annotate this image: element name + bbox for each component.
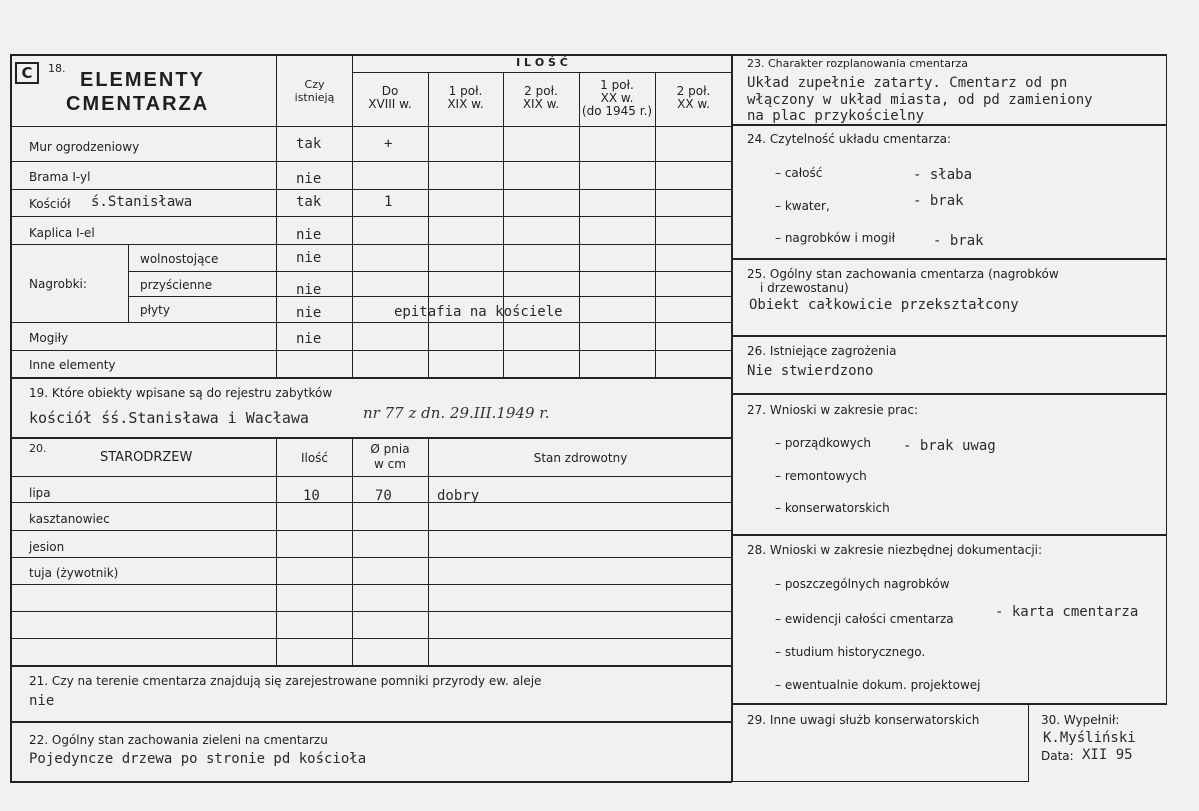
row-label-wall: Mur ogrodzeniowy: [29, 140, 140, 154]
col-line-p2: [503, 72, 504, 377]
row-note-wall: +: [384, 136, 393, 152]
s24-value-graves: - brak: [933, 233, 984, 249]
s28-value-records: - karta cmentarza: [995, 604, 1139, 620]
row-note-slabs: epitafia na kościele: [394, 304, 563, 320]
left-border: [10, 54, 12, 782]
right-bottom-border: [732, 781, 1028, 782]
row-label-freestanding: wolnostojące: [140, 252, 219, 266]
row-extra-church: ś.Stanisława: [91, 194, 193, 210]
right-line: [732, 703, 1167, 705]
tree-header-diam-1: Ø pnia: [370, 442, 410, 456]
row-line: [128, 271, 732, 272]
row-exists-church: tak: [296, 194, 322, 210]
section-19-value: kościół śś.Stanisława i Wacława: [29, 409, 309, 427]
period-4-line1: 1 poł.: [600, 78, 634, 92]
row-line: [10, 161, 732, 162]
period-1-line1: Do: [381, 84, 399, 98]
section-30-date: XII 95: [1082, 747, 1133, 763]
tree-row-name: kasztanowiec: [29, 512, 110, 526]
s24-item-quarters: – kwater,: [775, 199, 830, 213]
row-note-church: 1: [384, 194, 393, 210]
row-line: [10, 244, 732, 245]
row-line: [10, 350, 732, 351]
section-30-date-label: Data:: [1041, 749, 1074, 763]
tree-header-diam-2: w cm: [374, 457, 406, 471]
right-line: [732, 258, 1167, 260]
period-4-line2: XX w.: [600, 91, 634, 105]
s27-item-repair: – remontowych: [775, 469, 867, 483]
section-18-title-2: CMENTARZA: [66, 93, 210, 115]
section-24-label: 24. Czytelność układu cmentarza:: [747, 132, 952, 146]
row-label-chapel: Kaplica I-el: [29, 226, 95, 240]
section-29-label: 29. Inne uwagi służb konserwatorskich: [747, 713, 980, 727]
period-4-line3: (do 1945 r.): [581, 104, 653, 118]
tree-row-health: dobry: [437, 488, 480, 504]
right-line: [732, 124, 1167, 126]
section-18-number: 18.: [48, 62, 66, 75]
tree-row-line: [10, 584, 732, 585]
section-30-name: K.Myśliński: [1043, 730, 1136, 746]
row-label-gate: Brama I-yl: [29, 170, 91, 184]
tree-row-name: tuja (żywotnik): [29, 566, 119, 580]
row-line: [10, 322, 732, 323]
section-23-line-1: Układ zupełnie zatarty. Cmentarz od pn: [747, 75, 1068, 91]
right-line: [732, 335, 1167, 337]
col-line-p1: [428, 72, 429, 377]
section-20-number: 20.: [29, 442, 47, 455]
period-2-line2: XIX w.: [447, 97, 484, 111]
s30-divider: [1028, 704, 1029, 782]
ilosc-header: I L O Ś Ć: [516, 56, 568, 69]
tree-row-line: [10, 502, 732, 503]
left-bottom-border: [10, 781, 732, 783]
tree-col-line: [428, 438, 429, 665]
section-19-label: 19. Które obiekty wpisane są do rejestru zabytków: [29, 386, 333, 400]
row-label-church: Kościół: [29, 197, 71, 211]
section-23-line-2: włączony w układ miasta, od pd zamieniony: [747, 92, 1093, 108]
section-25-value: Obiekt całkowicie przekształcony: [749, 297, 1019, 313]
tree-col-line: [276, 438, 277, 665]
section-26-label: 26. Istniejące zagrożenia: [747, 344, 897, 358]
section-19-bottom: [10, 437, 732, 439]
section-19-handwritten: nr 77 z dn. 29.III.1949 r.: [363, 404, 550, 422]
s24-item-whole: – całość: [775, 166, 823, 180]
row-exists-chapel: nie: [296, 227, 322, 243]
tree-row-line: [10, 638, 732, 639]
period-2-line1: 1 poł.: [448, 84, 483, 98]
section-25-label-2: i drzewostanu): [760, 281, 849, 295]
col-line-p4: [655, 72, 656, 377]
right-line: [732, 534, 1167, 536]
row-label-wall-mounted: przyścienne: [140, 278, 213, 292]
section-30-label: 30. Wypełnił:: [1041, 713, 1120, 727]
row-line: [10, 216, 732, 217]
period-5-line1: 2 poł.: [676, 84, 711, 98]
row-exists-freestanding: nie: [296, 250, 322, 266]
tree-row-line: [10, 611, 732, 612]
s24-value-whole: - słaba: [913, 167, 973, 183]
row-label-slabs: płyty: [140, 303, 170, 317]
section-21-bottom: [10, 721, 732, 723]
section-23-line-3: na plac przykościelny: [747, 108, 925, 124]
tree-row-name: jesion: [29, 540, 65, 554]
header-bottom-line: [10, 126, 732, 127]
tree-header-name: STARODRZEW: [100, 450, 193, 465]
section-18-title-1: ELEMENTY: [80, 69, 205, 91]
s24-value-quarters: - brak: [913, 193, 964, 209]
row-line: [128, 296, 732, 297]
tree-row-line: [10, 530, 732, 531]
s27-item-cleanup: – porządkowych: [775, 436, 871, 450]
s27-value-cleanup: - brak uwag: [903, 438, 996, 454]
row-exists-gate: nie: [296, 171, 322, 187]
tree-col-line: [352, 438, 353, 665]
tree-header-health: Stan zdrowotny: [533, 451, 628, 465]
period-5-line2: XX w.: [677, 97, 710, 111]
row-label-graves: Mogiły: [29, 331, 69, 345]
row-label-other: Inne elementy: [29, 358, 116, 372]
tree-row-line: [10, 557, 732, 558]
section-20-bottom: [10, 665, 732, 667]
s24-item-graves: – nagrobków i mogił: [775, 231, 896, 245]
right-border: [1166, 54, 1167, 704]
section-23-label: 23. Charakter rozplanowania cmentarza: [747, 57, 968, 70]
section-21-value: nie: [29, 693, 55, 709]
s27-item-conservation: – konserwatorskich: [775, 501, 890, 515]
row-exists-wall: tak: [296, 136, 322, 152]
section-22-value: Pojedyncze drzewa po stronie pd kościoła: [29, 751, 367, 767]
section-18-bottom: [10, 377, 732, 379]
section-22-label: 22. Ogólny stan zachowania zieleni na cmentarzu: [29, 733, 328, 747]
tree-header-line: [10, 476, 732, 477]
tree-row-name: lipa: [29, 486, 51, 500]
section-21-label: 21. Czy na terenie cmentarza znajdują się zarejestrowane pomniki przyrody ew. aleje: [29, 674, 542, 688]
exists-header-2: istnieją: [294, 91, 335, 104]
s28-item-history: – studium historycznego.: [775, 645, 926, 659]
row-exists-graves: nie: [296, 331, 322, 347]
exists-header-1: Czy: [304, 78, 325, 91]
nagrobki-group-label: Nagrobki:: [29, 277, 87, 291]
period-1-line2: XVIII w.: [368, 97, 412, 111]
s28-item-tombstones: – poszczególnych nagrobków: [775, 577, 950, 591]
s28-item-design: – ewentualnie dokum. projektowej: [775, 678, 981, 692]
row-line: [10, 189, 732, 190]
section-25-label-1: 25. Ogólny stan zachowania cmentarza (nagrobków: [747, 267, 1059, 281]
period-3-line1: 2 poł.: [524, 84, 558, 98]
section-letter: C: [15, 62, 39, 84]
section-27-label: 27. Wnioski w zakresie prac:: [747, 403, 919, 417]
period-3-line2: XIX w.: [522, 97, 560, 111]
tree-row-qty: 10: [303, 488, 320, 504]
row-exists-slabs: nie: [296, 305, 322, 321]
s28-item-records: – ewidencji całości cmentarza: [775, 612, 954, 626]
right-line: [732, 393, 1167, 395]
tree-row-diam: 70: [375, 488, 392, 504]
ilosc-underline: [352, 72, 732, 73]
row-exists-wall-mounted: nie: [296, 282, 322, 298]
tree-header-qty: Ilość: [300, 451, 329, 465]
section-28-label: 28. Wnioski w zakresie niezbędnej dokumentacji:: [747, 543, 1043, 557]
nagrobki-divider: [128, 244, 129, 322]
middle-divider: [731, 54, 733, 782]
section-26-value: Nie stwierdzono: [747, 363, 874, 379]
